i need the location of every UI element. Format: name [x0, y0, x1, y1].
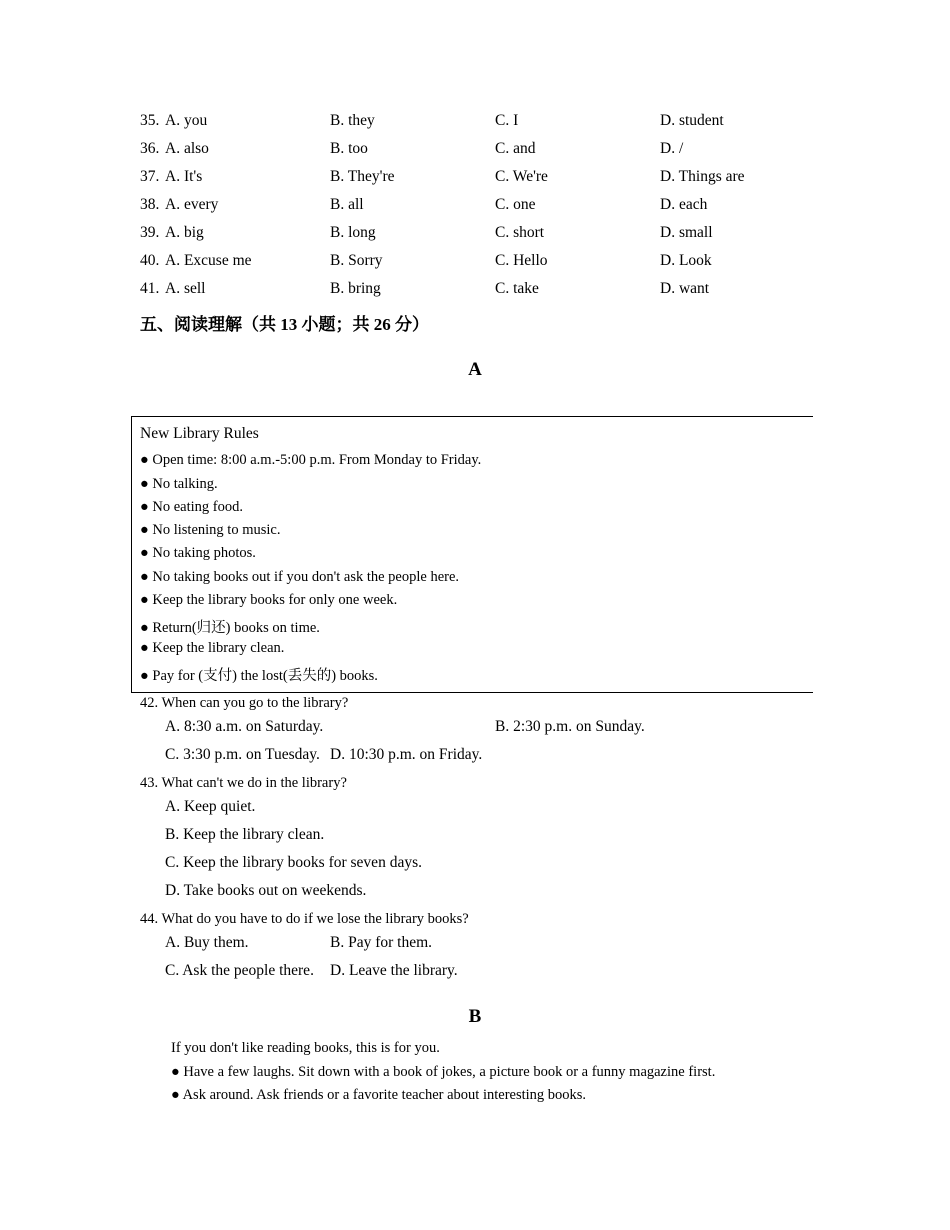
question-44: 44. What do you have to do if we lose the library books? [140, 911, 469, 927]
question-number: 39. [140, 224, 160, 241]
option-a: A. sell [165, 280, 206, 297]
option-b: B. they [330, 112, 375, 129]
option-d: D. Things are [660, 168, 745, 185]
option-b: B. long [330, 224, 376, 241]
rule-item: ● No taking photos. [140, 545, 256, 561]
option-c: C. and [495, 140, 536, 157]
question-43: 43. What can't we do in the library? [140, 775, 347, 791]
part-b-title: B [468, 1006, 482, 1027]
rule-item: ● Return(归还) books on time. [140, 620, 320, 636]
question-number: 41. [140, 280, 160, 297]
question-number: 38. [140, 196, 160, 213]
q43-option-a: A. Keep quiet. [165, 798, 256, 815]
option-b: B. all [330, 196, 364, 213]
question-number: 35. [140, 112, 160, 129]
q44-option-a: A. Buy them. [165, 934, 249, 951]
rule-item: ● No talking. [140, 476, 218, 492]
q43-option-c: C. Keep the library books for seven days. [165, 854, 422, 871]
option-b: B. bring [330, 280, 381, 297]
rule-item: ● Pay for (支付) the lost(丢失的) books. [140, 668, 378, 684]
part-b-item: ● Ask around. Ask friends or a favorite teacher about interesting books. [171, 1087, 587, 1103]
part-b-item: ● Have a few laughs. Sit down with a book of jokes, a picture book or a funny magazine first. [171, 1064, 716, 1080]
option-c: C. We're [495, 168, 548, 185]
q43-option-d: D. Take books out on weekends. [165, 882, 367, 899]
rule-item: ● Keep the library books for only one week. [140, 592, 398, 608]
option-d: D. student [660, 112, 724, 129]
option-d: D. want [660, 280, 710, 297]
q44-option-b: B. Pay for them. [330, 934, 433, 951]
option-d: D. Look [660, 252, 712, 269]
section-title: 五、阅读理解（共 13 小题；共 26 分） [140, 315, 429, 334]
question-number: 37. [140, 168, 160, 185]
question-number: 36. [140, 140, 160, 157]
option-a: A. Excuse me [165, 252, 252, 269]
option-a: A. you [165, 112, 208, 129]
q44-option-d: D. Leave the library. [330, 962, 458, 979]
option-c: C. one [495, 196, 536, 213]
rule-item: ● No taking books out if you don't ask the people here. [140, 569, 460, 585]
option-a: A. also [165, 140, 209, 157]
question-42: 42. When can you go to the library? [140, 695, 349, 711]
q42-option-a: A. 8:30 a.m. on Saturday. [165, 718, 324, 735]
option-d: D. small [660, 224, 713, 241]
option-d: D. / [660, 140, 684, 157]
question-number: 40. [140, 252, 160, 269]
option-a: A. big [165, 224, 204, 241]
q42-option-b: B. 2:30 p.m. on Sunday. [495, 718, 645, 735]
part-a-title: A [468, 359, 482, 380]
option-c: C. I [495, 112, 519, 129]
rule-item: ● No listening to music. [140, 522, 281, 538]
option-a: A. It's [165, 168, 203, 185]
rule-item: ● No eating food. [140, 499, 243, 515]
rules-title: New Library Rules [140, 425, 259, 442]
option-a: A. every [165, 196, 219, 213]
rule-item: ● Open time: 8:00 a.m.-5:00 p.m. From Monday to Friday. [140, 452, 482, 468]
option-c: C. Hello [495, 252, 548, 269]
option-b: B. too [330, 140, 368, 157]
option-d: D. each [660, 196, 708, 213]
option-b: B. They're [330, 168, 395, 185]
option-c: C. take [495, 280, 539, 297]
q42-option-d: D. 10:30 p.m. on Friday. [330, 746, 483, 763]
q44-option-c: C. Ask the people there. [165, 962, 314, 979]
part-b-intro: If you don't like reading books, this is for you. [171, 1040, 440, 1056]
rule-item: ● Keep the library clean. [140, 640, 285, 656]
option-b: B. Sorry [330, 252, 383, 269]
q42-option-c: C. 3:30 p.m. on Tuesday. [165, 746, 320, 763]
q43-option-b: B. Keep the library clean. [165, 826, 325, 843]
option-c: C. short [495, 224, 545, 241]
